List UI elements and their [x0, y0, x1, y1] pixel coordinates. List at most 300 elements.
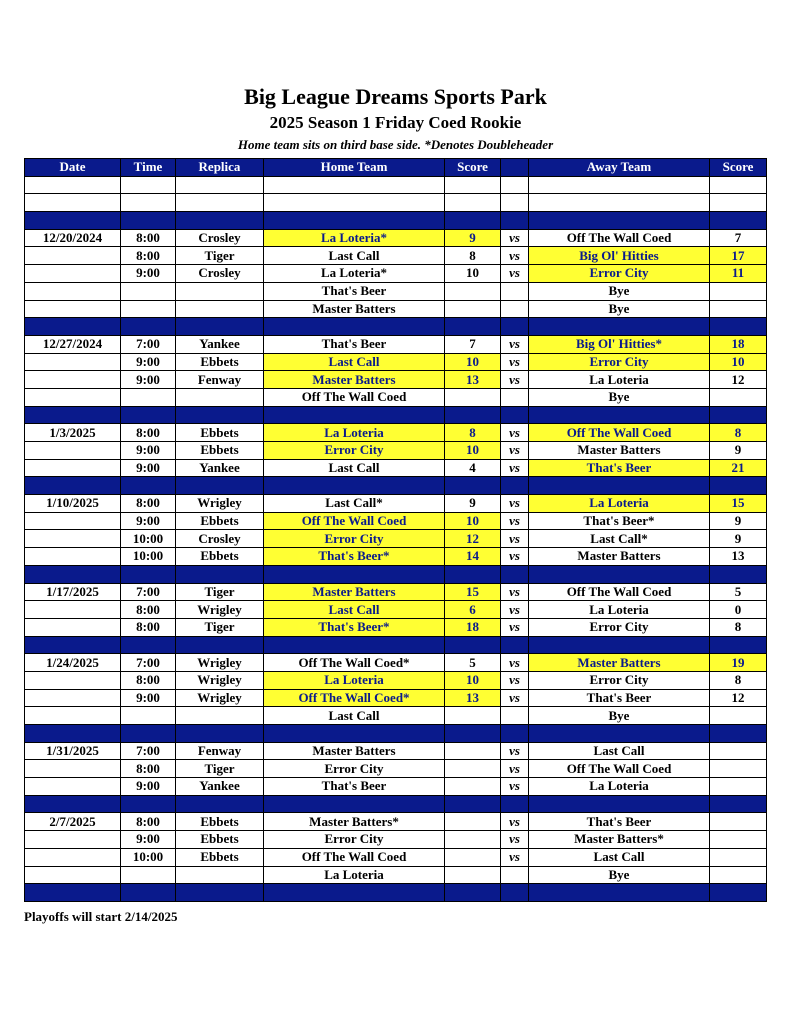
- separator-cell: [445, 725, 501, 743]
- home-team-cell: La Loteria: [264, 866, 445, 884]
- replica-cell: Crosley: [176, 229, 264, 247]
- blank-cell: [176, 194, 264, 212]
- replica-cell: Ebbets: [176, 548, 264, 566]
- vs-cell: vs: [501, 424, 529, 442]
- vs-cell: vs: [501, 583, 529, 601]
- time-cell: [121, 866, 176, 884]
- home-team-cell: Error City: [264, 831, 445, 849]
- blank-cell: [264, 194, 445, 212]
- away-team-cell: Bye: [529, 282, 710, 300]
- home-team-cell: Last Call: [264, 459, 445, 477]
- table-row: [25, 671, 767, 689]
- col-header-away-score: Score: [710, 159, 767, 177]
- replica-cell: Wrigley: [176, 654, 264, 672]
- date-cell: [25, 866, 121, 884]
- table-row: [25, 282, 767, 300]
- replica-cell: [176, 866, 264, 884]
- table-row: [25, 512, 767, 530]
- vs-cell: vs: [501, 353, 529, 371]
- table-row: [25, 247, 767, 265]
- week-separator-row: [25, 212, 767, 230]
- time-cell: 8:00: [121, 618, 176, 636]
- replica-cell: Ebbets: [176, 831, 264, 849]
- home-score-cell: 18: [445, 618, 501, 636]
- blank-cell: [445, 194, 501, 212]
- vs-cell: vs: [501, 548, 529, 566]
- separator-cell: [176, 477, 264, 495]
- replica-cell: [176, 282, 264, 300]
- away-team-cell: That's Beer: [529, 459, 710, 477]
- replica-cell: Ebbets: [176, 424, 264, 442]
- separator-cell: [529, 318, 710, 336]
- home-score-cell: 9: [445, 495, 501, 513]
- vs-cell: vs: [501, 495, 529, 513]
- time-cell: 9:00: [121, 459, 176, 477]
- away-team-cell: Master Batters: [529, 442, 710, 460]
- home-score-cell: [445, 742, 501, 760]
- blank-row: [25, 176, 767, 194]
- away-team-cell: Big Ol' Hitties: [529, 247, 710, 265]
- replica-cell: Ebbets: [176, 442, 264, 460]
- table-row: [25, 601, 767, 619]
- blank-cell: [710, 194, 767, 212]
- time-cell: 9:00: [121, 689, 176, 707]
- separator-cell: [264, 795, 445, 813]
- separator-cell: [501, 212, 529, 230]
- away-team-cell: Bye: [529, 388, 710, 406]
- separator-cell: [529, 636, 710, 654]
- vs-cell: [501, 388, 529, 406]
- away-score-cell: [710, 866, 767, 884]
- home-score-cell: 8: [445, 424, 501, 442]
- home-score-cell: 12: [445, 530, 501, 548]
- blank-cell: [501, 176, 529, 194]
- table-row: [25, 813, 767, 831]
- time-cell: [121, 388, 176, 406]
- home-team-cell: La Loteria: [264, 424, 445, 442]
- away-team-cell: Master Batters: [529, 654, 710, 672]
- away-team-cell: That's Beer: [529, 689, 710, 707]
- away-team-cell: La Loteria: [529, 371, 710, 389]
- home-score-cell: [445, 831, 501, 849]
- table-row: [25, 353, 767, 371]
- replica-cell: Tiger: [176, 247, 264, 265]
- away-team-cell: Error City: [529, 671, 710, 689]
- table-row: [25, 742, 767, 760]
- away-team-cell: Last Call: [529, 742, 710, 760]
- home-score-cell: 13: [445, 689, 501, 707]
- blank-cell: [501, 194, 529, 212]
- time-cell: 10:00: [121, 848, 176, 866]
- away-score-cell: [710, 848, 767, 866]
- replica-cell: Ebbets: [176, 848, 264, 866]
- vs-cell: vs: [501, 442, 529, 460]
- home-score-cell: [445, 707, 501, 725]
- separator-cell: [445, 318, 501, 336]
- footer-note: Playoffs will start 2/14/2025: [24, 909, 178, 924]
- date-cell: 12/27/2024: [25, 335, 121, 353]
- vs-cell: vs: [501, 742, 529, 760]
- away-team-cell: Bye: [529, 707, 710, 725]
- replica-cell: Tiger: [176, 583, 264, 601]
- separator-cell: [25, 212, 121, 230]
- date-cell: [25, 707, 121, 725]
- time-cell: 8:00: [121, 247, 176, 265]
- vs-cell: vs: [501, 601, 529, 619]
- table-row: [25, 265, 767, 283]
- away-score-cell: 8: [710, 424, 767, 442]
- col-header-vs: [501, 159, 529, 177]
- separator-cell: [121, 477, 176, 495]
- week-separator-row: [25, 636, 767, 654]
- separator-cell: [25, 318, 121, 336]
- home-score-cell: [445, 300, 501, 318]
- away-team-cell: Bye: [529, 866, 710, 884]
- separator-cell: [121, 725, 176, 743]
- separator-cell: [529, 725, 710, 743]
- replica-cell: Tiger: [176, 760, 264, 778]
- separator-cell: [25, 884, 121, 902]
- replica-cell: Ebbets: [176, 512, 264, 530]
- away-score-cell: 0: [710, 601, 767, 619]
- separator-cell: [445, 884, 501, 902]
- time-cell: 10:00: [121, 548, 176, 566]
- week-separator-row: [25, 406, 767, 424]
- home-score-cell: [445, 848, 501, 866]
- home-score-cell: 9: [445, 229, 501, 247]
- separator-cell: [121, 636, 176, 654]
- table-row: [25, 424, 767, 442]
- col-header-home-team: Home Team: [264, 159, 445, 177]
- separator-cell: [501, 477, 529, 495]
- separator-cell: [121, 212, 176, 230]
- away-team-cell: Big Ol' Hitties*: [529, 335, 710, 353]
- away-team-cell: Off The Wall Coed: [529, 424, 710, 442]
- away-score-cell: [710, 388, 767, 406]
- date-cell: 1/31/2025: [25, 742, 121, 760]
- time-cell: 8:00: [121, 495, 176, 513]
- date-cell: [25, 388, 121, 406]
- home-team-cell: Off The Wall Coed*: [264, 689, 445, 707]
- away-score-cell: 11: [710, 265, 767, 283]
- separator-cell: [121, 565, 176, 583]
- separator-cell: [710, 636, 767, 654]
- page-title: Big League Dreams Sports Park: [244, 84, 547, 109]
- separator-cell: [121, 884, 176, 902]
- separator-cell: [121, 406, 176, 424]
- blank-cell: [710, 176, 767, 194]
- separator-cell: [710, 565, 767, 583]
- home-team-cell: Off The Wall Coed: [264, 512, 445, 530]
- date-cell: [25, 247, 121, 265]
- date-cell: 1/17/2025: [25, 583, 121, 601]
- separator-cell: [264, 477, 445, 495]
- table-row: [25, 335, 767, 353]
- home-score-cell: 5: [445, 654, 501, 672]
- replica-cell: Yankee: [176, 459, 264, 477]
- separator-cell: [25, 565, 121, 583]
- blank-cell: [176, 176, 264, 194]
- vs-cell: vs: [501, 512, 529, 530]
- blank-cell: [121, 194, 176, 212]
- time-cell: 8:00: [121, 229, 176, 247]
- vs-cell: vs: [501, 778, 529, 796]
- separator-cell: [710, 318, 767, 336]
- away-score-cell: 8: [710, 671, 767, 689]
- time-cell: 8:00: [121, 671, 176, 689]
- time-cell: 9:00: [121, 778, 176, 796]
- table-row: [25, 442, 767, 460]
- replica-cell: [176, 707, 264, 725]
- vs-cell: vs: [501, 848, 529, 866]
- vs-cell: vs: [501, 671, 529, 689]
- away-team-cell: Error City: [529, 618, 710, 636]
- home-team-cell: La Loteria*: [264, 265, 445, 283]
- time-cell: 9:00: [121, 265, 176, 283]
- date-cell: [25, 512, 121, 530]
- away-score-cell: 9: [710, 530, 767, 548]
- away-score-cell: 19: [710, 654, 767, 672]
- home-team-cell: Off The Wall Coed: [264, 848, 445, 866]
- home-score-cell: 8: [445, 247, 501, 265]
- time-cell: 8:00: [121, 760, 176, 778]
- date-cell: [25, 300, 121, 318]
- away-team-cell: Off The Wall Coed: [529, 229, 710, 247]
- date-cell: [25, 848, 121, 866]
- home-team-cell: La Loteria*: [264, 229, 445, 247]
- away-team-cell: Last Call: [529, 848, 710, 866]
- page-subtitle: 2025 Season 1 Friday Coed Rookie: [269, 113, 522, 132]
- date-cell: [25, 671, 121, 689]
- away-team-cell: Error City: [529, 353, 710, 371]
- home-score-cell: 10: [445, 671, 501, 689]
- vs-cell: vs: [501, 459, 529, 477]
- home-score-cell: 10: [445, 512, 501, 530]
- home-team-cell: Master Batters*: [264, 813, 445, 831]
- page-note: Home team sits on third base side. *Denotes Doubleheader: [237, 137, 554, 152]
- vs-cell: vs: [501, 530, 529, 548]
- time-cell: 8:00: [121, 601, 176, 619]
- replica-cell: Crosley: [176, 530, 264, 548]
- separator-cell: [710, 406, 767, 424]
- vs-cell: vs: [501, 265, 529, 283]
- vs-cell: vs: [501, 831, 529, 849]
- home-team-cell: Error City: [264, 760, 445, 778]
- time-cell: 8:00: [121, 813, 176, 831]
- separator-cell: [529, 212, 710, 230]
- separator-cell: [529, 795, 710, 813]
- home-score-cell: 10: [445, 265, 501, 283]
- blank-cell: [529, 194, 710, 212]
- date-cell: 2/7/2025: [25, 813, 121, 831]
- separator-cell: [529, 406, 710, 424]
- home-score-cell: [445, 388, 501, 406]
- separator-cell: [176, 884, 264, 902]
- away-score-cell: 18: [710, 335, 767, 353]
- home-team-cell: Master Batters: [264, 583, 445, 601]
- table-row: [25, 371, 767, 389]
- separator-cell: [445, 477, 501, 495]
- replica-cell: [176, 388, 264, 406]
- vs-cell: vs: [501, 689, 529, 707]
- separator-cell: [445, 636, 501, 654]
- replica-cell: Wrigley: [176, 601, 264, 619]
- home-team-cell: That's Beer*: [264, 548, 445, 566]
- replica-cell: Fenway: [176, 742, 264, 760]
- table-row: [25, 707, 767, 725]
- home-score-cell: 7: [445, 335, 501, 353]
- week-separator-row: [25, 477, 767, 495]
- separator-cell: [264, 636, 445, 654]
- table-row: [25, 300, 767, 318]
- away-score-cell: [710, 813, 767, 831]
- separator-cell: [529, 477, 710, 495]
- home-team-cell: That's Beer: [264, 778, 445, 796]
- week-separator-row: [25, 565, 767, 583]
- home-team-cell: Off The Wall Coed: [264, 388, 445, 406]
- separator-cell: [501, 884, 529, 902]
- date-cell: [25, 548, 121, 566]
- away-score-cell: [710, 831, 767, 849]
- home-team-cell: Master Batters: [264, 371, 445, 389]
- date-cell: 1/3/2025: [25, 424, 121, 442]
- away-team-cell: Bye: [529, 300, 710, 318]
- table-row: [25, 495, 767, 513]
- away-score-cell: [710, 707, 767, 725]
- separator-cell: [264, 406, 445, 424]
- separator-cell: [264, 212, 445, 230]
- away-score-cell: 5: [710, 583, 767, 601]
- separator-cell: [25, 636, 121, 654]
- away-team-cell: Error City: [529, 265, 710, 283]
- home-team-cell: Master Batters: [264, 742, 445, 760]
- away-score-cell: 21: [710, 459, 767, 477]
- blank-cell: [264, 176, 445, 194]
- home-team-cell: That's Beer: [264, 282, 445, 300]
- separator-cell: [445, 565, 501, 583]
- away-team-cell: That's Beer*: [529, 512, 710, 530]
- away-score-cell: 13: [710, 548, 767, 566]
- home-team-cell: Error City: [264, 530, 445, 548]
- home-team-cell: That's Beer*: [264, 618, 445, 636]
- time-cell: 7:00: [121, 335, 176, 353]
- week-separator-row: [25, 318, 767, 336]
- away-score-cell: 9: [710, 442, 767, 460]
- separator-cell: [710, 725, 767, 743]
- vs-cell: [501, 707, 529, 725]
- separator-cell: [176, 406, 264, 424]
- time-cell: 9:00: [121, 831, 176, 849]
- replica-cell: [176, 300, 264, 318]
- time-cell: 7:00: [121, 654, 176, 672]
- table-row: [25, 831, 767, 849]
- home-score-cell: 10: [445, 353, 501, 371]
- away-score-cell: 17: [710, 247, 767, 265]
- vs-cell: vs: [501, 371, 529, 389]
- table-header-row: [25, 159, 767, 177]
- time-cell: 7:00: [121, 742, 176, 760]
- table-row: [25, 778, 767, 796]
- vs-cell: vs: [501, 335, 529, 353]
- date-cell: [25, 618, 121, 636]
- date-cell: [25, 353, 121, 371]
- replica-cell: Wrigley: [176, 495, 264, 513]
- separator-cell: [501, 725, 529, 743]
- away-score-cell: [710, 282, 767, 300]
- week-separator-row: [25, 795, 767, 813]
- away-score-cell: 7: [710, 229, 767, 247]
- replica-cell: Yankee: [176, 778, 264, 796]
- col-header-date: Date: [25, 159, 121, 177]
- time-cell: [121, 282, 176, 300]
- separator-cell: [710, 795, 767, 813]
- separator-cell: [176, 212, 264, 230]
- separator-cell: [121, 318, 176, 336]
- separator-cell: [529, 565, 710, 583]
- vs-cell: vs: [501, 654, 529, 672]
- home-score-cell: 10: [445, 442, 501, 460]
- replica-cell: Crosley: [176, 265, 264, 283]
- time-cell: 7:00: [121, 583, 176, 601]
- home-team-cell: Off The Wall Coed*: [264, 654, 445, 672]
- away-team-cell: Last Call*: [529, 530, 710, 548]
- table-row: [25, 583, 767, 601]
- separator-cell: [264, 318, 445, 336]
- date-cell: 1/10/2025: [25, 495, 121, 513]
- away-score-cell: 9: [710, 512, 767, 530]
- separator-cell: [176, 565, 264, 583]
- week-separator-row: [25, 884, 767, 902]
- replica-cell: Ebbets: [176, 353, 264, 371]
- separator-cell: [501, 795, 529, 813]
- home-team-cell: Last Call: [264, 707, 445, 725]
- separator-cell: [264, 725, 445, 743]
- separator-cell: [445, 212, 501, 230]
- vs-cell: [501, 300, 529, 318]
- date-cell: [25, 530, 121, 548]
- separator-cell: [176, 725, 264, 743]
- table-row: [25, 530, 767, 548]
- date-cell: [25, 265, 121, 283]
- home-score-cell: 14: [445, 548, 501, 566]
- blank-cell: [529, 176, 710, 194]
- date-cell: [25, 831, 121, 849]
- separator-cell: [25, 406, 121, 424]
- separator-cell: [25, 725, 121, 743]
- separator-cell: [501, 318, 529, 336]
- table-row: [25, 388, 767, 406]
- col-header-away-team: Away Team: [529, 159, 710, 177]
- separator-cell: [121, 795, 176, 813]
- time-cell: 9:00: [121, 353, 176, 371]
- date-cell: [25, 371, 121, 389]
- home-team-cell: Last Call: [264, 353, 445, 371]
- date-cell: 12/20/2024: [25, 229, 121, 247]
- time-cell: 9:00: [121, 442, 176, 460]
- time-cell: 10:00: [121, 530, 176, 548]
- table-row: [25, 689, 767, 707]
- table-row: [25, 760, 767, 778]
- table-row: [25, 866, 767, 884]
- time-cell: [121, 300, 176, 318]
- schedule-table: [24, 158, 767, 902]
- separator-cell: [264, 884, 445, 902]
- date-cell: [25, 778, 121, 796]
- separator-cell: [445, 795, 501, 813]
- separator-cell: [501, 636, 529, 654]
- separator-cell: [529, 884, 710, 902]
- home-score-cell: [445, 778, 501, 796]
